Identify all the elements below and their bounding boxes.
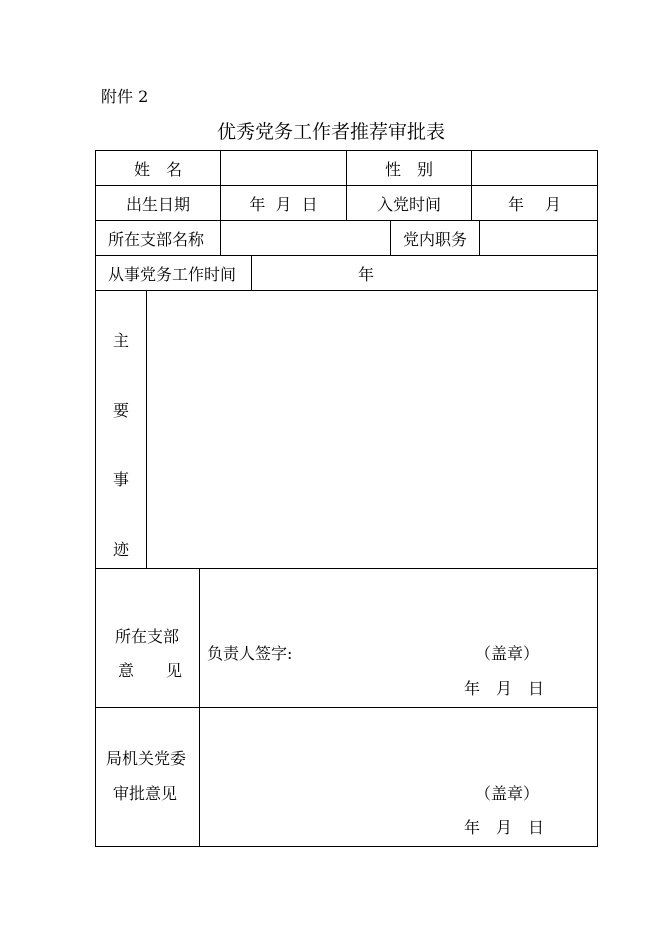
gender-label: 性 别 — [384, 159, 433, 179]
party-join-date-field[interactable]: 年 月 — [507, 194, 562, 214]
attachment-label: 附件 2 — [101, 87, 149, 106]
party-work-duration-unit: 年 — [358, 264, 375, 284]
party-join-date-label: 入党时间 — [376, 194, 441, 214]
party-position-field[interactable] — [480, 221, 597, 255]
deeds-label-char-4: 迹 — [113, 540, 130, 559]
committee-opinion-date: 年 月 日 — [464, 818, 545, 837]
branch-signature-label: 负责人签字: — [207, 644, 293, 663]
branch-opinion-label-line2: 意 见 — [118, 661, 183, 680]
table-border-bottom — [95, 846, 598, 847]
name-field[interactable] — [221, 151, 346, 185]
party-work-duration-label: 从事党务工作时间 — [108, 264, 237, 284]
committee-seal-label: （盖章） — [475, 784, 540, 803]
deeds-label-char-1: 主 — [113, 331, 130, 350]
table-border-right — [597, 150, 598, 847]
deeds-label-char-2: 要 — [113, 401, 130, 420]
approval-form-table — [95, 150, 598, 847]
party-position-label: 党内职务 — [402, 229, 467, 249]
birth-date-field[interactable]: 年 月 日 — [249, 194, 318, 214]
branch-name-label: 所在支部名称 — [108, 229, 205, 249]
branch-name-field[interactable] — [221, 221, 390, 255]
branch-opinion-date: 年 月 日 — [464, 679, 545, 698]
form-title: 优秀党务工作者推荐审批表 — [216, 121, 445, 143]
party-work-duration-field[interactable] — [252, 256, 597, 290]
deeds-label-char-3: 事 — [113, 470, 130, 489]
committee-opinion-label-line1: 局机关党委 — [106, 749, 187, 768]
branch-opinion-label-line1: 所在支部 — [115, 627, 180, 646]
name-label: 姓 名 — [133, 159, 182, 179]
branch-seal-label: （盖章） — [475, 644, 540, 663]
committee-opinion-label-line2: 审批意见 — [113, 784, 178, 803]
gender-field[interactable] — [472, 151, 597, 185]
birth-date-label: 出生日期 — [125, 194, 190, 214]
main-deeds-field[interactable] — [147, 291, 597, 568]
